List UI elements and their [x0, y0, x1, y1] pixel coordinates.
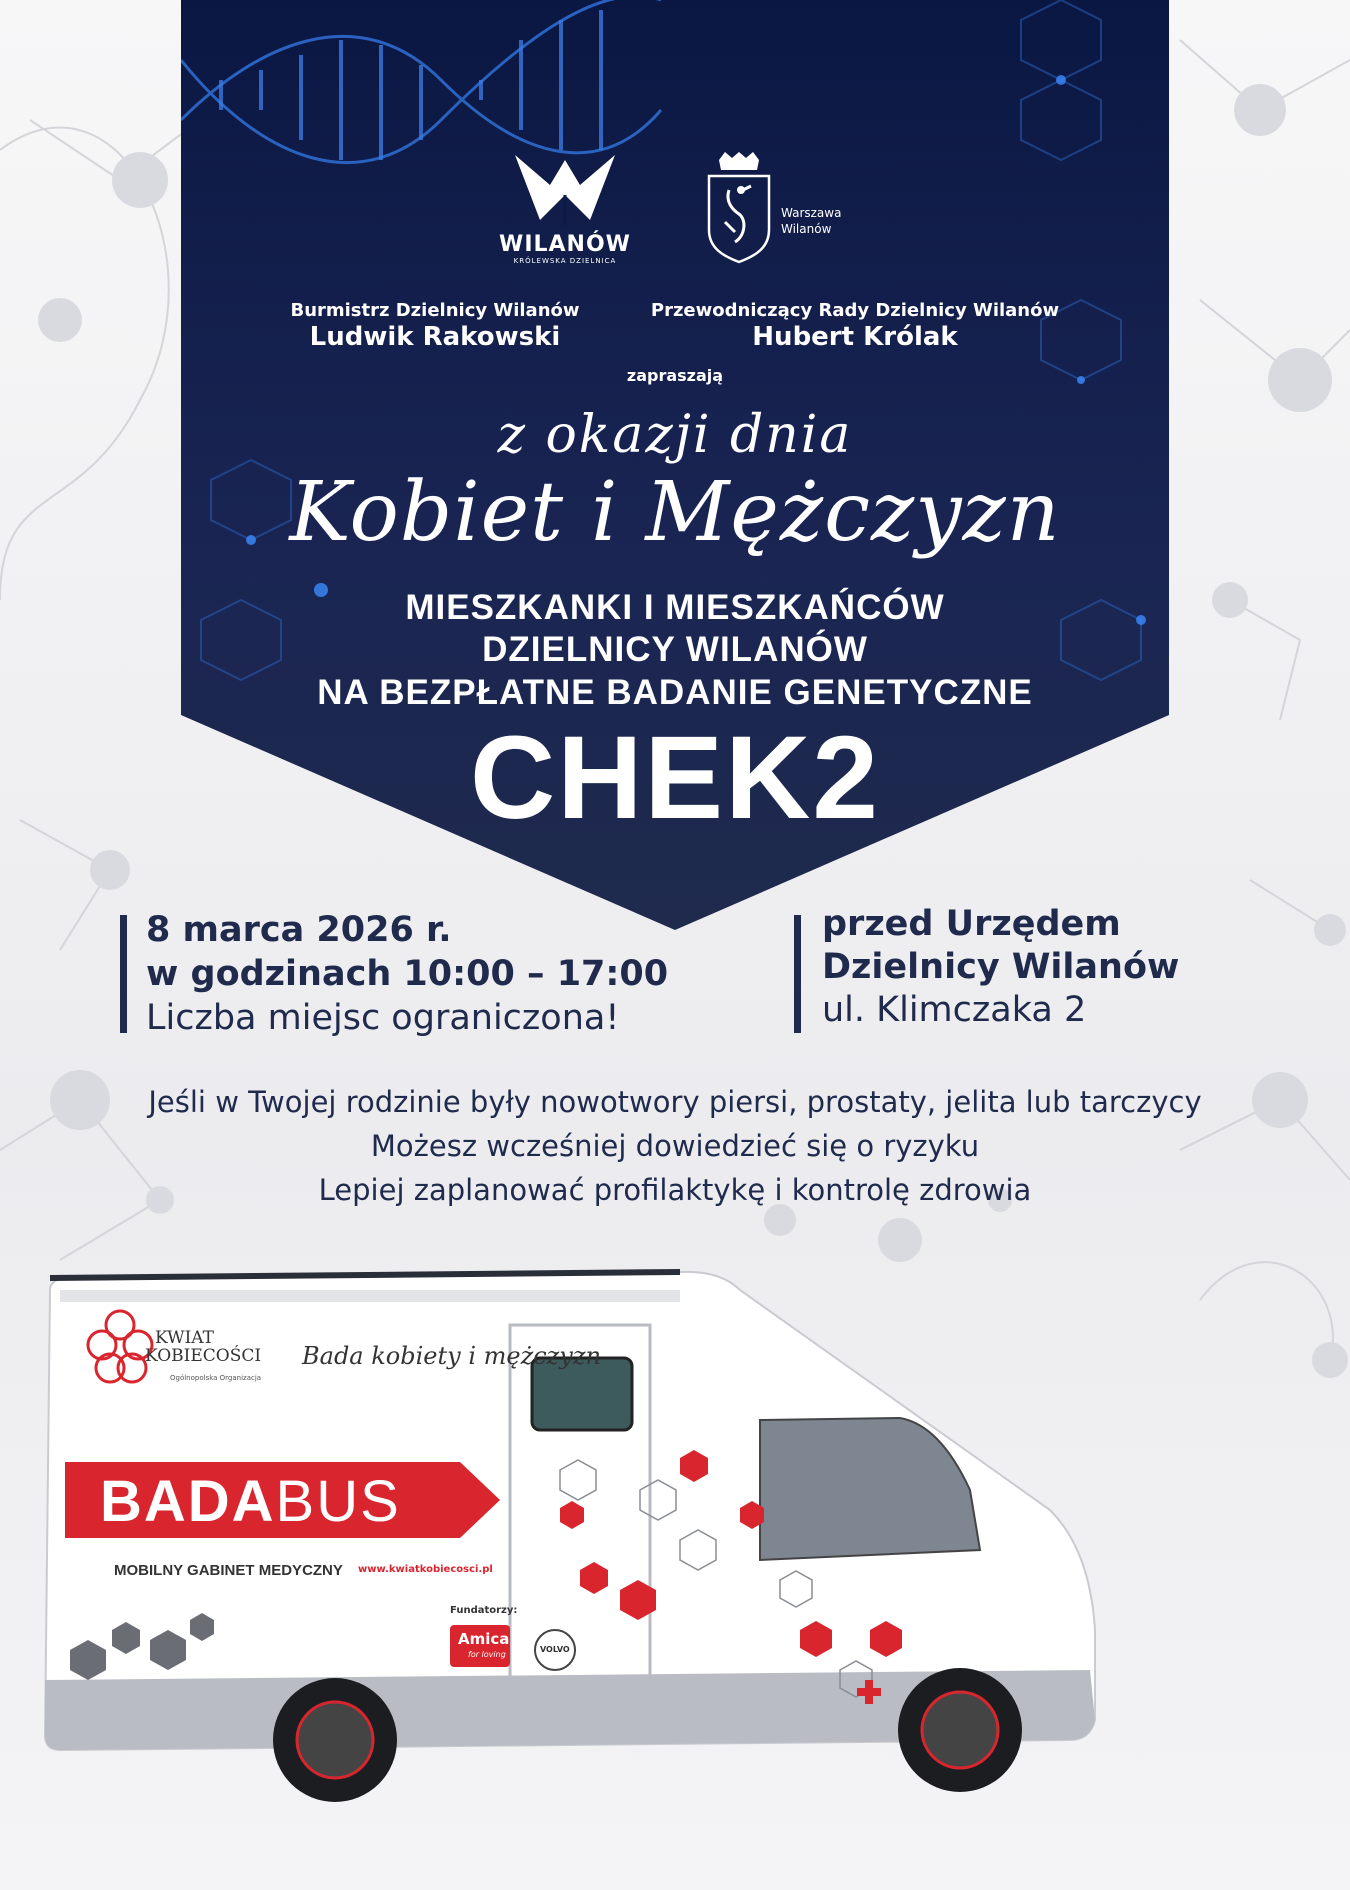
invitees-line1: MIESZKANKI I MIESZKAŃCÓW — [405, 588, 945, 627]
wilanow-logo — [495, 150, 635, 270]
bus-brand — [100, 1468, 401, 1535]
city-logo-line1: Warszawa — [781, 206, 842, 220]
description-line2: Możesz wcześniej dowiedzieć się o ryzyku — [370, 1129, 980, 1163]
event-hours: w godzinach 10:00 – 17:00 — [146, 954, 669, 994]
occasion-line2: Kobiet i Mężczyzn — [289, 465, 1061, 560]
event-date: 8 marca 2026 r. — [146, 910, 452, 950]
location-address: ul. Klimczaka 2 — [822, 990, 1087, 1030]
when-divider — [120, 915, 127, 1033]
badabus-vehicle — [40, 1250, 1310, 1810]
location-line2: Dzielnicy Wilanów — [822, 947, 1180, 987]
org-logo-line1: KWIAT — [155, 1328, 214, 1348]
district-logo-text: WILANÓW — [499, 232, 631, 257]
city-logo-line2: Wilanów — [781, 222, 832, 236]
org-logo-line2: KOBIECOŚCI — [145, 1346, 262, 1366]
where-divider — [794, 915, 801, 1033]
occasion-line1: z okazji dnia — [497, 405, 853, 465]
location-line1: przed Urzędem — [822, 904, 1121, 944]
sponsors-label: Fundatorzy: — [450, 1605, 518, 1616]
district-logo-subtext: KRÓLEWSKA DZIELNICA — [513, 257, 617, 265]
event-note: Liczba miejsc ograniczona! — [146, 998, 620, 1038]
host2-title: Przewodniczący Rady Dzielnicy Wilanów — [650, 300, 1060, 321]
host2-name: Hubert Królak — [752, 322, 958, 352]
org-logo-subtext: Ogólnopolska Organizacja — [170, 1374, 262, 1382]
sponsor-volvo: VOLVO — [540, 1645, 570, 1654]
bus-subtitle: MOBILNY GABINET MEDYCZNY — [114, 1562, 343, 1579]
warszawa-logo — [705, 152, 865, 272]
description-line1: Jeśli w Twojej rodzinie były nowotwory piersi, prostaty, jelita lub tarczycy — [148, 1085, 1202, 1119]
description-line3: Lepiej zaplanować profilaktykę i kontrolę zdrowia — [318, 1173, 1032, 1207]
crown-icon — [510, 150, 620, 230]
host1-name: Ludwik Rakowski — [309, 322, 561, 352]
coat-of-arms-icon — [705, 152, 773, 264]
bus-brand-bold: BADA — [100, 1469, 276, 1534]
invitees-line3: NA BEZPŁATNE BADANIE GENETYCZNE — [317, 673, 1033, 712]
invite-text: zapraszają — [626, 366, 724, 385]
test-name: CHEK2 — [470, 712, 880, 844]
invitees-line2: DZIELNICY WILANÓW — [482, 630, 868, 669]
host1-title: Burmistrz Dzielnicy Wilanów — [290, 300, 580, 321]
bus-brand-light: BUS — [275, 1469, 401, 1534]
sponsor-amica: Amica — [458, 1630, 510, 1648]
bus-slogan: Bada kobiety i mężczyzn — [302, 1342, 601, 1370]
sponsor-amica-tag: for loving — [468, 1650, 506, 1659]
bus-url: www.kwiatkobiecosci.pl — [358, 1564, 493, 1575]
